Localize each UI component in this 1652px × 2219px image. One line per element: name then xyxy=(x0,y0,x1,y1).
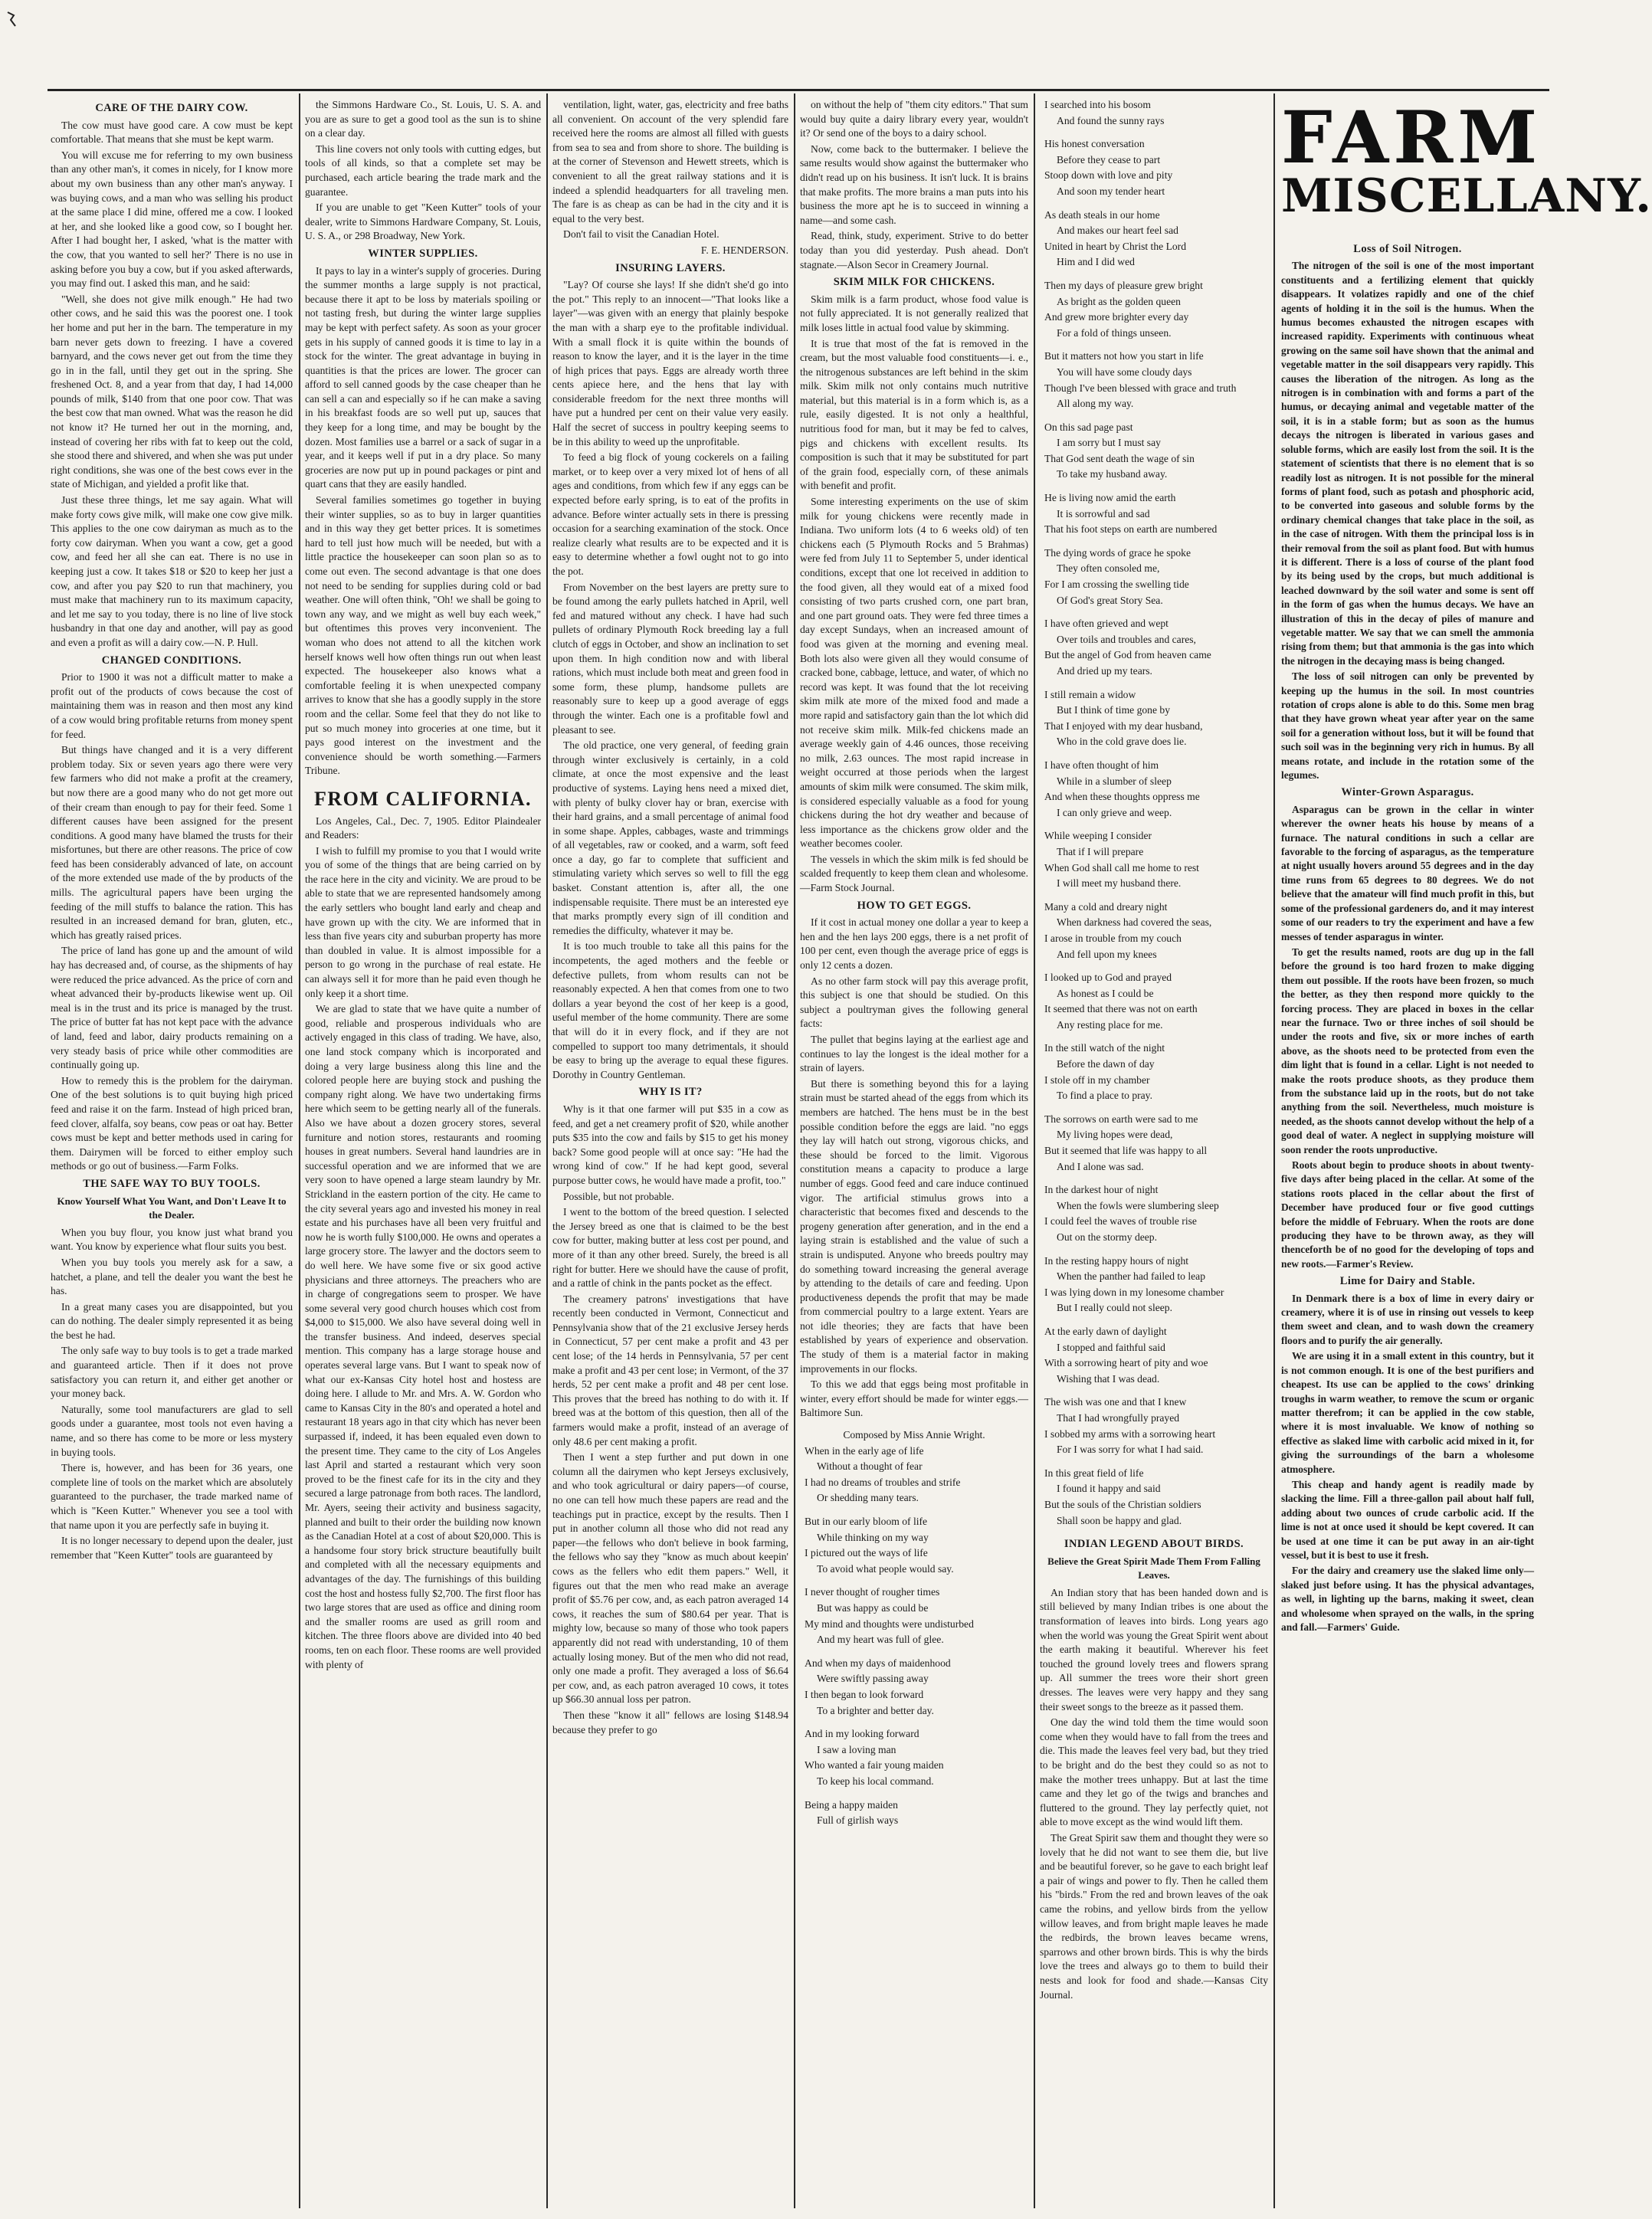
poem-stanza xyxy=(1044,688,1268,749)
headline-large: FROM CALIFORNIA. xyxy=(314,787,532,810)
poem-line: Then my days of pleasure grew bright xyxy=(1044,279,1203,291)
paragraph: An Indian story that has been handed down and is still believed by many Indian tribes is one about the transformation of leaves into birds. Long years ago when the world was young the Great Spirit went about the earth making it beautiful. Wherever his feet touched the ground lovely trees and flowers sprang up. All summer the trees wore their short green dresses. The leaves were very happy and they sang their sweet songs to the breeze as it passed them. xyxy=(1040,1586,1268,1713)
poem-line: The sorrows on earth were sad to me xyxy=(1044,1113,1198,1125)
paragraph: To feed a big flock of young cockerels on a failing market, or to keep over a very mixed lot of hens of all ages and conditions, from which few if any eggs can be expected before early spring, is to eat of the profits in advance. Before winter actually sets in there is pressing occasion for a searching examination of the stock. Once realize clearly what results are to be expected and it is easy to determine whether a fowl ought not to go into the pot. xyxy=(552,451,788,577)
poem-line: Shall soon be happy and glad. xyxy=(1057,1514,1182,1526)
column-rule xyxy=(299,93,300,2208)
poem-line: To find a place to pray. xyxy=(1057,1090,1152,1102)
paragraph: Prior to 1900 it was not a difficult matter to make a profit out of the products of cows because the cost of maintaining them was in reason and then most any kind of a cow would bring profitable returns from money spent for feed. xyxy=(51,671,293,740)
headline: Lime for Dairy and Stable. xyxy=(1339,1275,1476,1288)
paragraph: When you buy tools you merely ask for a saw, a hatchet, a plane, and tell the dealer you want the best he has. xyxy=(51,1256,293,1297)
poem-stanza xyxy=(1044,546,1268,608)
poem-stanza xyxy=(805,1585,1028,1647)
headline: INDIAN LEGEND ABOUT BIRDS. xyxy=(1064,1538,1244,1551)
subheadline: Know Yourself What You Want, and Don't Leave It to the Dealer. xyxy=(57,1195,287,1221)
poem-line: And when these thoughts oppress me xyxy=(1044,791,1200,803)
column-1 xyxy=(51,98,293,2213)
paragraph: ventilation, light, water, gas, electricity and free baths all convenient. On account of the very splendid fare received here the rooms are almost all filled with guests from sea to sea and from shore to shore. The building is at the corner of Stevenson and Hewett streets, which is convenient to all the great railway stations and it is indeed a splendid headquarters for all traveling men. The fare is as cheap as can be had in the city and it is equal to the very best. xyxy=(552,99,788,225)
poem-line: But the angel of God from heaven came xyxy=(1044,649,1211,661)
column-rule xyxy=(794,93,795,2208)
paragraph: Then I went a step further and put down in one column all the dairymen who kept Jerseys exclusively, and who took agricultural or dairy papers—of course, no one can tell how much these papers are read and the teachings put in practice, except by the results. Then I put in another column all those who did not read any paper—the fellows who don't believe in book farming, the fellows who say they "know as much about keepin' cows as the fellers who edit them papers." Well, it figures out that the men who read make an average profit of $5.76 per cow, and, as each patron averaged 14 cows, it reaches the sum of $80.64 per year. That is mighty low, because so many of those who took papers apparently did not read with understanding, 10 of them actually losing money. But of the men who did not read, only one made a profit. They averaged a loss of $6.64 per cow, and, as each patron averaged 10 cows, it totes up $66.30 annual loss per patron. xyxy=(552,1451,788,1706)
poem-line: Full of girlish ways xyxy=(817,1814,899,1827)
poem-line: Before the dawn of day xyxy=(1057,1058,1155,1070)
poem-line: That I had wrongfully prayed xyxy=(1057,1411,1180,1424)
paragraph: It is too much trouble to take all this pains for the incompetents, the aged mothers and the feeble or defective pullets, from whom results can not be reasonably expected. A hen that comes from one to two dollars a year beyond the cost of her keep is a good, useful member of the home community. There are some that will do it in every flock, and if they are not compelled to support too many detrimentals, it should be easy to bring up the average to equal these figures. Dorothy in Country Gentleman. xyxy=(552,940,788,1080)
paragraph: Naturally, some tool manufacturers are glad to sell goods under a guarantee, most tools not even having a name, and so there has come to be more or less mystery in buying tools. xyxy=(51,1403,293,1458)
poem-stanza xyxy=(1044,971,1268,1032)
poem-stanza xyxy=(1044,1325,1268,1386)
poem-line: Wishing that I was dead. xyxy=(1057,1372,1160,1385)
poem-line: As bright as the golden queen xyxy=(1057,295,1181,307)
poem-line: I have often grieved and wept xyxy=(1044,618,1169,630)
poem-line: To a brighter and better day. xyxy=(817,1704,934,1716)
poem-line: It is sorrowful and sad xyxy=(1057,507,1150,520)
poem-line: In this great field of life xyxy=(1044,1467,1144,1479)
poem-stanza xyxy=(1044,617,1268,678)
poem xyxy=(800,1444,1028,1828)
poem-line: But I think of time gone by xyxy=(1057,704,1171,716)
poem-line: I could feel the waves of trouble rise xyxy=(1044,1215,1197,1227)
paragraph: If you are unable to get "Keen Kutter" tools of your dealer, write to Simmons Hardware Company, St. Louis, U. S. A., or 298 Broadway, New York. xyxy=(305,202,541,242)
poem-line: I looked up to God and prayed xyxy=(1044,972,1172,984)
poem-line: But it seemed that life was happy to all xyxy=(1044,1145,1208,1157)
poem-stanza xyxy=(805,1727,1028,1788)
paragraph: The creamery patrons' investigations that have recently been conducted in Vermont, Connecticut and Pennsylvania show that of the 21 exclusive Jersey herds in Connecticut, 57 per cent make a profit and 43 per cent lose; of the 14 herds in Pennsylvania, 57 per cent make a profit and 43 per cent lose; in Vermont, of the 37 herds, 52 per cent make a profit and 48 per cent lose. This proves that the breed has nothing to do with it. If breed was at the bottom of this question, then all of the farmers would make a profit, instead of an average of only 48.6 per cent making a profit. xyxy=(552,1293,788,1447)
poem-line: They often consoled me, xyxy=(1057,562,1160,575)
poem-stanza xyxy=(1044,1254,1268,1316)
poem-stanza xyxy=(1044,900,1268,962)
poem-line: To take my husband away. xyxy=(1057,468,1168,480)
column-rule xyxy=(1034,93,1035,2208)
poem-line: The wish was one and that I knew xyxy=(1044,1396,1187,1408)
poem-stanza xyxy=(1044,1467,1268,1528)
poem-line: I have often thought of him xyxy=(1044,759,1159,771)
paragraph: As no other farm stock will pay this average profit, this subject is one that should be studied. On this subject a poultryman gives the following general facts: xyxy=(800,975,1028,1030)
poem-line: To avoid what people would say. xyxy=(817,1562,954,1575)
farm-miscellany-banner xyxy=(1281,96,1652,230)
column-rule xyxy=(1273,93,1275,2208)
poem-stanza xyxy=(1044,208,1268,270)
poem-line: For a fold of things unseen. xyxy=(1057,326,1172,339)
poem-stanza xyxy=(805,1657,1028,1718)
headline: Loss of Soil Nitrogen. xyxy=(1353,243,1462,255)
paragraph: The pullet that begins laying at the earliest age and continues to lay the longest is the ideal mother for a strain of layers. xyxy=(800,1034,1028,1074)
poem-line: I pictured out the ways of life xyxy=(805,1547,928,1559)
poem-line: That if I will prepare xyxy=(1057,845,1144,857)
paragraph: The vessels in which the skim milk is fed should be scalded frequently to keep them clean and wholesome.—Farm Stock Journal. xyxy=(800,853,1028,894)
poem-line: Over toils and troubles and cares, xyxy=(1057,633,1196,645)
paragraph: Then these "know it all" fellows are losing $148.94 because they prefer to go xyxy=(552,1709,788,1736)
poem-line: But I really could not sleep. xyxy=(1057,1302,1173,1314)
paragraph: "Lay? Of course she lays! If she didn't she'd go into the pot." This reply to an innocent—"That looks like a layer"—was given with an energy that plainly bespoke the man with a sharp eye to the profitable individual. With a small flock it is quite within the bounds of reason to know the layer, and it is the layer in the time of high prices that pays. Eggs are already worth three cents apiece here, and the hens that lay with considerable freedom for the next three months will have put a hundred per cent on their value very easily. Half the secret of success in poultry keeping seems to be in this ability to weed up the unprofitable. xyxy=(552,279,788,447)
paragraph: In Denmark there is a box of lime in every dairy or creamery, where it is of use in rinsing out vessels to keep them sweet and clean, and to wash down the creamery floors and to purify the air generally. xyxy=(1281,1292,1534,1346)
poem-line: And in my looking forward xyxy=(805,1728,919,1740)
paragraph: on without the help of "them city editors." That sum would buy quite a dairy library every year, wouldn't it? Or send one of the boys to a dairy school. xyxy=(800,99,1028,139)
poem-line: United in heart by Christ the Lord xyxy=(1044,240,1186,252)
poem-stanza xyxy=(1044,137,1268,198)
poem-line: I will meet my husband there. xyxy=(1057,877,1182,890)
poem-stanza xyxy=(1044,1041,1268,1103)
paragraph: Some interesting experiments on the use of skim milk for young chickens were recently made in Indiana. Two uniform lots (4 to 6 weeks old) of ten chickens each (5 Plymouth Rocks and 5 Brahmas) were fed from July 11 to September 5, under identical conditions, except that one lot received in addition to the food given, all they would eat of a mixed food consisting of two parts crushed corn, one part bran, and one part ground oats. They were fed three times a day except Sundays, when an increased amount of food was given at the morning and evening meal. Both lots also were given all they would consume of cracked bone, cabbage, lettuce, and water, of which no record was kept. It was found that the lot receiving skim milk ate more of the mixed food and made a more rapid and satisfactory gain than the lot which did not receive skim milk. Milk-fed chickens made an average weekly gain of 4.46 ounces, those receiving no milk, 2.63 ounces. The most rapid increase in weight occurred at those periods when the largest amounts of skim milk were consumed. The skim milk, is considered especially valuable as a food for young chickens during the hot dry weather and because of less importance as the chickens grow older and the weather becomes cooler. xyxy=(800,496,1028,850)
top-rule xyxy=(48,89,1549,91)
poem-stanza xyxy=(805,1444,1028,1506)
paragraph: One day the wind told them the time would soon come when they would have to fall from the trees and die. This made the leaves feel very bad, but they tried to be bright and do the best they could so as not to make the mother trees unhappy. But at last the time came and they let go of the twigs and branches and fluttered to the ground. They lay perfectly quiet, not able to move except as the wind would lift them. xyxy=(1040,1716,1268,1828)
paragraph: If it cost in actual money one dollar a year to keep a hen and the hen lays 200 eggs, there is a net profit of 100 per cent, even though the average price of eggs is only 12 cents a dozen. xyxy=(800,916,1028,972)
poem-line: All along my way. xyxy=(1057,398,1134,410)
poem-line: As honest as I could be xyxy=(1057,987,1154,999)
poem-line: For I am crossing the swelling tide xyxy=(1044,579,1189,591)
column-3 xyxy=(552,98,788,2213)
poem-line: To keep his local command. xyxy=(817,1775,934,1787)
poem-stanza xyxy=(1044,349,1268,411)
poem-line: And dried up my tears. xyxy=(1057,665,1152,677)
poem-line: In the still watch of the night xyxy=(1044,1042,1165,1054)
poem-line: While in a slumber of sleep xyxy=(1057,775,1172,787)
poem-line: That God sent death the wage of sin xyxy=(1044,452,1195,464)
column-5 xyxy=(1040,98,1268,2213)
banner-subtitle: MISCELLANY. xyxy=(1281,169,1652,223)
poem-line: Of God's great Story Sea. xyxy=(1057,594,1163,606)
poem-line: I searched into his bosom xyxy=(1044,99,1151,110)
paragraph: From November on the best layers are pretty sure to be found among the early pullets hatched in April, well fed and matured without any check. I have had such pullets of ordinary Plymouth Rock breeding lay a full clutch of eggs in October, and show an inclination to set upon them. In high condition now and with liberal rations, which must include both meat and green food in some form, these plump, handsome pullets are reasonably sure to keep up a good average of eggs through the winter. Each one is a profitable fowl and pleasant to see. xyxy=(552,581,788,736)
paragraph: The nitrogen of the soil is one of the most important constituents and a fertilizing element that quickly disappears. It volatizes rapidly and one of the chief agents of holding it in the soil is the humus. When the humus becomes exhausted the nitrogen escapes with increased rapidity. Experiments with continuous wheat growing on the same soil have shown that the animal and vegetable matter in the soil disappears very rapidly. This causes the liberation of the nitrogen. As long as the nitrogen is in combination with and forms a part of the humus, or decaying animal and vegetable matter of the soil, it is in a stable form; but as soon as the humus decays the nitrogen is liberated in various gases and soluble forms, which are easily lost from the soil. It is the statement of scientists that there is no element that is so readily lost as nitrogen. It is not possible for the mineral forms of plant food, such as potash and phosphoric acid, to be converted into gaseous and soluble forms by the ordinary chemical changes that take place in the soil, as in the case of nitrogen. With them the principal loss is in their removal from the soil as plant food. But with humus it is different. There is a loss of course of the plant food by its being used by the crops, but much additional is leached downward by the soil water and some is sent off in the form of gas when the humus decays. We have an illustration of this in the decay of piles of manure and vegetable matter. We say that we can smell the ammonia rising from them; but that ammonia is the gas into which the nitrogen in the decaying mass is being changed. xyxy=(1281,260,1534,667)
poem-line: Any resting place for me. xyxy=(1057,1018,1163,1031)
poem-line: And makes our heart feel sad xyxy=(1057,225,1178,237)
poem-line: The dying words of grace he spoke xyxy=(1044,546,1191,559)
poem-stanza xyxy=(1044,1395,1268,1457)
paragraph: The loss of soil nitrogen can only be prevented by keeping up the humus in the soil. In most countries rotation of crops alone is able to do this. Some men brag that they have grown wheat year after year on the same soil for a generation without loss, but it will be found that such soil was in the beginning very rich in humus. By all means rotate, and include in the rotation some of the legumes. xyxy=(1281,670,1534,782)
poem-line: I never thought of rougher times xyxy=(805,1586,940,1598)
poem-line: I can only grieve and weep. xyxy=(1057,806,1172,818)
poem-line: But the souls of the Christian soldiers xyxy=(1044,1498,1201,1510)
poem-line: His honest conversation xyxy=(1044,138,1145,150)
paragraph: Read, think, study, experiment. Strive to do better today than you did yesterday. Push ahead. Don't stagnate.—Alson Secor in Creamery Journal. xyxy=(800,230,1028,270)
paragraph: "Well, she does not give milk enough." He had two other cows, and he said this was the poorest one. I took her home and put her in the barn. The temperature in my barn never gets down to freezing. I have a covered barnyard, and the cows never get out from the time they go in in the fall, until they get out in the spring. She freshened Oct. 8, and a year from that day, I had 14,000 pounds of milk, $140 from that one poor cow. That was the best cow that man owned. What was the reason he did not know it? He turned her out in the morning, and, instead of covering her ribs with fat to keep out the cold, she stood there and shivered, and when she was put under right conditions, she was one of the best cows ever in the state of Michigan, and yielded a profit like that. xyxy=(51,293,293,490)
column-6 xyxy=(1281,239,1534,2208)
poem-line: I had no dreams of troubles and strife xyxy=(805,1476,961,1488)
poem-line: Who wanted a fair young maiden xyxy=(805,1759,944,1772)
paragraph: Now, come back to the buttermaker. I believe the same results would show against the buttermaker who didn't read up on his business. It isn't luck. It is brains that make profits. The more brains a man puts into his business the more apt he is to succeed in winning a name—and some cash. xyxy=(800,143,1028,226)
column-4 xyxy=(800,98,1028,2213)
poem-line: But was happy as could be xyxy=(817,1601,929,1614)
signature: F. E. HENDERSON. xyxy=(700,244,788,256)
poem-line: In the resting happy hours of night xyxy=(1044,1254,1189,1267)
paragraph: Just these three things, let me say again. What will make forty cows give milk, will make one cow give milk. This applies to the one cow dairyman as much as to the forty cow dairyman. When you want a cow, get a good cow, and feed her all she can eat. There is no use in keeping just a cow. It takes $18 or $20 to keep her just a cow, and after you pay $20 to run that machinery, you must make that machinery run to its maximum capacity, and let me say to you today, there is no line of live stock husbandry in that one day and another, will pay as good and even a profit as will a dairy cow.—N. P. Hull. xyxy=(51,494,293,648)
paragraph: To this we add that eggs being most profitable in winter, every effort should be made for winter eggs.—Baltimore Sun. xyxy=(800,1378,1028,1419)
paragraph: The price of land has gone up and the amount of wild hay has decreased and, of course, as the shipments of hay were reduced the price advanced. As the price of corn and wheat advanced their by-products likewise went up. Oil meal is in the trust and its price is managed by the trust. The price of butter fat has not kept pace with the advance of land, feed and labor, dairy products remaining on a very steady basis of price while other commodities are continually going up. xyxy=(51,945,293,1071)
paragraph: It is no longer necessary to depend upon the dealer, just remember that "Keen Kutter" tools are guaranteed by xyxy=(51,1535,293,1561)
poem-stanza xyxy=(1044,279,1268,340)
headline: THE SAFE WAY TO BUY TOOLS. xyxy=(83,1177,261,1190)
paragraph: The only safe way to buy tools is to get a trade marked and guaranteed article. Then if it does not prove satisfactory you can return it, and either get another or your money back. xyxy=(51,1345,293,1400)
headline: INSURING LAYERS. xyxy=(615,261,726,274)
poem-line: He is living now amid the earth xyxy=(1044,492,1176,504)
poem-line: My mind and thoughts were undisturbed xyxy=(805,1618,974,1630)
headline: HOW TO GET EGGS. xyxy=(857,899,972,912)
paragraph: Several families sometimes go together in buying their winter supplies, so as to buy in larger quantities and in this way they get better prices. It is sometimes hard to tell just how much will be needed, but with a little practice the housekeeper can soon plan so as to come out even. The second advantage is that one does not need to be sending for supplies during cold or bad weather. One will often think, "Oh! we shall be going to town any way, and we might as well buy each week," but oftentimes this proves very inconvenient. The woman who does not attend to all the kitchen work herself knows well how often things run out when least expected. The housekeeper also knows what a comfortable feeling it is when unexpected company arrives to know that she has a goodly supply in the store room and the cellar. Some feel that they do not like to put so much money into groceries at one time, but it pays good interest on the investment and the convenience should be worth something.—Farmers Tribune. xyxy=(305,494,541,777)
paragraph: Don't fail to visit the Canadian Hotel. xyxy=(563,228,719,241)
poem-line: I stopped and faithful said xyxy=(1057,1341,1165,1353)
poem-line: While weeping I consider xyxy=(1044,830,1152,842)
headline: WINTER SUPPLIES. xyxy=(368,247,478,260)
poem-line: While thinking on my way xyxy=(817,1531,929,1543)
paragraph: I wish to fulfill my promise to you that I would write you of some of the things that are being carried on by the race here in the city and vicinity. We are proud to be able to state that we are represented handsomely among the early settlers who bought land early and cheap and have grown up with the city. We are informed that in less than five years city and suburban property has more than doubled in value. It is almost impossible for a person to go wrong in the purchase of real estate. He can always sell it for more than he paid even though he only keep it a short time. xyxy=(305,844,541,999)
poem-line: I still remain a widow xyxy=(1044,688,1136,700)
poem-stanza xyxy=(1044,759,1268,820)
poem-line: And grew more brighter every day xyxy=(1044,311,1189,323)
poem-line: That his foot steps on earth are numbered xyxy=(1044,523,1218,536)
poem-line: When darkness had covered the seas, xyxy=(1057,916,1212,929)
poem-line: And when my days of maidenhood xyxy=(805,1657,951,1669)
headline: Winter-Grown Asparagus. xyxy=(1341,786,1474,799)
poem-line: Who in the cold grave does lie. xyxy=(1057,736,1187,748)
paragraph: Roots about begin to produce shoots in about twenty-five days after being placed in the cellar. At some of the stations roots placed in the cellar about the first of December have produced four or five good cuttings before the middle of February. When the roots are done producing they have to be thrown away, as they will thenceforth be of no good for the developing of tops and new roots.—Farmer's Review. xyxy=(1281,1159,1534,1270)
poem-line: With a sorrowing heart of pity and woe xyxy=(1044,1357,1208,1369)
poem-line: I sobbed my arms with a sorrowing heart xyxy=(1044,1427,1216,1440)
poem-line: Many a cold and dreary night xyxy=(1044,900,1168,913)
poem-stanza xyxy=(805,1515,1028,1576)
paragraph: We are using it in a small extent in this country, but it is not common enough. It is one of the best purifiers and cheapest. Its use can be applied to the cows' drinking troughs in warm weather, to remove the scum or organic matter therefrom; it can be applied in the cow stable, where it is most invaluable. We know of nothing so effective as slaked lime with carbolic acid mixed in it, for giving the surroundings of the barn a wholesome atmosphere. xyxy=(1281,1350,1534,1475)
paragraph: You will excuse me for referring to my own business than any other man's, it comes in nicely, for I know more about my own business than any other man's anyway. I was buying cows, and a man who was selling his product at the same place I did mine, offered me a cow. I looked at her, and she looked like a good cow, so I bought her. After I had bought her, I asked, 'what is the matter with the cow, that you wanted to sell her?' There is no use in asking before you buy a cow, but if you asked afterwards, you may find out. I asked this man, and he said: xyxy=(51,149,293,290)
poem-line: I then began to look forward xyxy=(805,1688,924,1700)
poem-stanza xyxy=(1044,1183,1268,1244)
paragraph: The old practice, one very general, of feeding grain through winter exclusively is certainly, in a cold climate, at once the most expensive and the least productive of systems. Laying hens need a mixed diet, with plenty of bulky clover hay or bran, exercise with their hard grains, and a small percentage of animal food in some shape. Apples, cabbages, waste and trimmings of all vegetables, raw or cooked, and a warm, soft feed once a day, go far to complete that sufficient and stimulating variety which serves so well to fill the egg basket. Constant attention is, after all, the one indispensable requisite. There must be an interested eye that marks promptly every sign of ill condition and remedies the difficulty, whatever it may be. xyxy=(552,739,788,936)
paragraph: This line covers not only tools with cutting edges, but tools of all kinds, so that a complete set may be purchased, each article bearing the trade mark and the guarantee. xyxy=(305,143,541,198)
poem-line: Were swiftly passing away xyxy=(817,1673,929,1685)
paragraph: Why is it that one farmer will put $35 in a cow as feed, and get a net creamery profit of $20, while another puts $35 into the cow and fails by $15 to get his money back? Some good people will at once say: "He had the wrong kind of cow." If he had kept good, several purpose butter cows, he would have made a profit, too." xyxy=(552,1103,788,1186)
column-rule xyxy=(546,93,548,2208)
subheadline: Believe the Great Spirit Made Them From Falling Leaves. xyxy=(1047,1555,1260,1581)
poem-line: I found it happy and said xyxy=(1057,1483,1161,1495)
paragraph: We are glad to state that we have quite a number of good, reliable and prosperous individuals who are actively engaged in this class of trading. We have, also, one land stock company which is incorporated and doing a very large business along this line and the colored people here are buying stock and pushing the company right along. We have two undertaking firms here which seem to be getting nearly all of the funerals. Also we have about a dozen grocery stores, several furniture and notion stores, restaurants and rooming houses in great numbers. Several hand laundries are in successful operation and we are informed that we are very soon to have opened a large steam laundry by Mr. Strickland in the eastern portion of the city. He came to the city several years ago and invested his money in real estate and his purchases have all been very fruitful and now he is worth fully $100,000. He owns and operates a large grocery store. The lawyer and the doctors seem to do well here. We have some five or six good active physicians and three attorneys. The preachers who are in charge of congregations seem to prosper. We have some several very good church houses which cost from $4,000 to $15,000. We also have several doing well in the transfer business. And indeed, deserves special mention. This company has a large storage house and operates several large vans. But I want to speak now of what our ex-Kansas City hotel host and hostess are doing here. I allude to Mr. and Mrs. A. W. Gordon who came to Kansas City in the 80's and operated a hotel and restaurant 18 years ago in that city which has never been surpassed if, indeed, it has been equaled even down to the present time. They came to the city of Los Angeles last April and started a restaurant which very soon proved to be the finest cafe for its in the city and they secured a large patronage from both races. The landlord, Mr. Ayers, seeing their activity and business sagacity, planned and built to their order the building now known as the Canadian Hotel at a cost of about $20,000. This is a handsome four story brick structure beautifully built and completed with all the necessary equipments and advantages of the day. The furnishings of this building cost the host and hostess fully $2,700. The first floor has two large stores that are used as office and dining room and the smaller rooms are used as grill room and kitchen. The three floors above are divided into 40 bed rooms, ten on each floor. These rooms are well provided with plenty of xyxy=(305,1003,542,1670)
poem-line: I arose in trouble from my couch xyxy=(1044,932,1182,944)
poem-line: And soon my tender heart xyxy=(1057,185,1165,197)
poem-line: And I alone was sad. xyxy=(1057,1160,1144,1172)
poem-line: And fell upon my knees xyxy=(1057,948,1157,960)
paragraph: The cow must have good care. A cow must be kept comfortable. That means that she must be kept warm. xyxy=(51,119,293,146)
headline: CHANGED CONDITIONS. xyxy=(101,654,242,667)
paragraph: the Simmons Hardware Co., St. Louis, U. S. A. and you are as sure to get a good tool as the sun is to shine on a clear day. xyxy=(305,99,541,139)
poem-line: For I was sorry for what I had said. xyxy=(1057,1444,1204,1456)
poem-line: Him and I did wed xyxy=(1057,256,1135,268)
poem-line: That I enjoyed with my dear husband, xyxy=(1044,719,1203,732)
poem xyxy=(1040,98,1268,1528)
poem-line: Or shedding many tears. xyxy=(817,1492,919,1504)
paragraph: Possible, but not probable. xyxy=(563,1190,674,1202)
paragraph: But things have changed and it is a very different problem today. Six or seven years ago there were very few farmers who did not make a profit at the creamery, but now there are a good many who do not get more out of their cream than enough to pay for their feed. Some 1 different causes have been assigned for the present conditions. A good many have blamed the trusts for their misfortunes, but there are other reasons. The price of cow feed has been considerably advanced of late, on account of the more extended use made of the by products of the mills. The agricultural papers have been urging the feeding of the mill stuffs to balance the ration. This has resulted in an increased demand for bran, gluten, etc., which has greatly raised prices. xyxy=(51,744,293,941)
paragraph: It pays to lay in a winter's supply of groceries. During the summer months a large supply is not practical, because there it apt to be loss by materials spoiling or not tasting fresh, but during the winter large supplies may be kept with perfect safety. As soon as your grocer gets in his supply of canned goods it is time to lay in a stock for the winter. The great advantage in buying in quantities is that the prices are lower. The grocer can afford to sell canned goods by the case cheaper than he can sell a can and especially so if he can make a saving in his breakfast foods are so well put up, sauces that they keep for a long time, and may be bought by the dozen. Most families use a barrel or a sack of sugar in a year, and it keeps well if put in a dry place. So many groceries are now put up in pound packages or pint and quart cans that they are easily handled. xyxy=(305,264,541,490)
column-2 xyxy=(305,98,541,2213)
paragraph: Skim milk is a farm product, whose food value is not fully appreciated. It is not generally realized that milk loses little in actual food value by skimming. xyxy=(800,293,1028,333)
dateline: Los Angeles, Cal., Dec. 7, 1905. Editor Plaindealer and Readers: xyxy=(305,815,541,841)
paragraph: There is, however, and has been for 36 years, one complete line of tools on the market which are absolutely guaranteed to the purchaser, the trade marked name of which is "Keen Kutter." Whenever you see a tool with that name upon it you are perfectly safe in buying it. xyxy=(51,1462,293,1531)
banner-title: FARM xyxy=(1281,96,1542,180)
paragraph: For the dairy and creamery use the slaked lime only—slaked just before using. It has the physical advantages, as well, in lighting up the barns, making it sweet, clean and wholesome when sprayed on the walls, in the spring and fall.—Farmers' Guide. xyxy=(1281,1565,1534,1633)
poem-credit: Composed by Miss Annie Wright. xyxy=(843,1429,985,1441)
poem-stanza xyxy=(805,1798,1028,1828)
poem-line: My living hopes were dead, xyxy=(1057,1129,1173,1141)
poem-line: Stoop down with love and pity xyxy=(1044,169,1173,182)
poem-line: But in our early bloom of life xyxy=(805,1516,928,1527)
poem-line: I am sorry but I must say xyxy=(1057,437,1161,449)
paragraph: This cheap and handy agent is readily made by slacking the lime. Fill a three-gallon pail about half full, adding about two ounces of crude carbolic acid. If the lime is not at once used it should be kept covered. It can be used at one time it can be put away in an air-tight vessel, but it is best to use it fresh. xyxy=(1281,1478,1534,1561)
poem-line: In the darkest hour of night xyxy=(1044,1184,1159,1196)
poem-line: I was lying down in my lonesome chamber xyxy=(1044,1286,1224,1298)
headline: CARE OF THE DAIRY COW. xyxy=(95,102,248,114)
poem-line: Though I've been blessed with grace and truth xyxy=(1044,382,1237,394)
poem-line: I saw a loving man xyxy=(817,1743,896,1755)
poem-stanza xyxy=(1044,1113,1268,1174)
poem-line: Without a thought of fear xyxy=(817,1460,923,1473)
poem-stanza xyxy=(1044,491,1268,537)
poem-line: At the early dawn of daylight xyxy=(1044,1325,1167,1337)
poem-stanza xyxy=(1044,829,1268,890)
poem-line: It seemed that there was not on earth xyxy=(1044,1003,1198,1015)
poem-line: But it matters not how you start in life xyxy=(1044,350,1204,362)
poem-line: And found the sunny rays xyxy=(1057,114,1165,126)
paragraph: Asparagus can be grown in the cellar in winter wherever the owner heats his house by means of a furnace. The natural conditions in such a cellar are favorable to the forcing of asparagus, as the temperature at night usually hovers around 55 degrees and in the day time runs from 65 degrees to 80 degrees. We do not believe that the amateur will find much profit in this, but some of the professional gardeners do, and it may interest some of our readers to try the experiment and have a few messes of tender asparagus in winter. xyxy=(1281,803,1534,942)
poem-line: On this sad page past xyxy=(1044,421,1133,433)
paragraph: How to remedy this is the problem for the dairyman. One of the best solutions is to quit buying high priced feed and raise it on the farm. Instead of high priced bran, feed clover, alfalfa, soy beans, cow peas or oat hay. Better cows must be kept and better methods used in caring for them. Dairymen will be forced to either employ such methods or go out of business.—Farm Folks. xyxy=(51,1074,293,1172)
paragraph: To get the results named, roots are dug up in the fall before the ground is too hard frozen to make digging them out possible. If the roots have been frozen, so much the better, as they then respond more quickly to the forcing process. They are placed in boxes in the cellar near the furnace. Two or three inches of soil should be under the roots and five, six or more inches of earth above, as the shoots need to be protected from even the dim light that is found in a cellar. Light is not needed to make the roots produce shoots, as they produce them from the substance laid up in the roots, but do not take anything from the soil. Nevertheless, much moisture is needed, as the shoots cannot develop without the help of a good deal of water. A neglect in supplying moisture will soon render the roots unproductive. xyxy=(1281,946,1534,1155)
poem-line: When the fowls were slumbering sleep xyxy=(1057,1199,1219,1211)
paragraph: I went to the bottom of the breed question. I selected the Jersey breed as one that is claimed to be the best cow for butter, making butter at less cost per pound, and more of it than any other breed. Surely, the breed is all right for butter. Here we should have the cause of profit, and a rattle of chink in the pants pocket as the effect. xyxy=(552,1206,788,1290)
headline: WHY IS IT? xyxy=(638,1086,703,1099)
poem-line: When God shall call me home to rest xyxy=(1044,861,1199,874)
poem-stanza xyxy=(1044,421,1268,482)
paragraph: But there is something beyond this for a laying strain must be started ahead of the eggs from which its members are hatched. The hens must be in the best possible condition before the eggs are laid. "no eggs they lay will hatch out strong, vigorous chicks, and these should be forced to the limit. Vigorous constitution means a capacity to produce a large number of eggs. Good feed and care induce continued vigor. The artificial stimulus grows into a characteristic that becomes fixed and descends to the progeny generation after generation, and in the end a laying strain is established and the value of such a strain is undisputed. Anyone who breeds poultry may do something toward increasing the general average by attending to the details of care and feeding. Upon productiveness depends the profit that may be made from commercial poultry to a large extent. Years are not idle theories; they are facts that have been established by years of experience and observation. The study of them is a material factor in making improvements in our flocks. xyxy=(800,1077,1028,1375)
poem-line: Before they cease to part xyxy=(1057,153,1161,166)
poem-stanza xyxy=(1044,98,1268,128)
poem-line: You will have some cloudy days xyxy=(1057,365,1192,378)
poem-line: Being a happy maiden xyxy=(805,1798,898,1811)
poem-line: I stole off in my chamber xyxy=(1044,1073,1150,1086)
paragraph: It is true that most of the fat is removed in the cream, but the most valuable food constituents—i. e., the nitrogenous substances are left behind in the skim milk. Skim milk not only contains much nutritive material, but this material is in a form which is, as a rule, easily digested. It is not only a healthful, nutritious food for man, but it may be fed to calves, pigs and chickens with excellent results. Its composition is such that it may be substituted for part of the grain food, especially corn, of these animals with benefit and profit. xyxy=(800,337,1028,492)
corner-mark xyxy=(6,11,17,28)
paragraph: When you buy flour, you know just what brand you want. You know by experience what flour suits you best. xyxy=(51,1226,293,1253)
paragraph: The Great Spirit saw them and thought they were so lovely that he did not want to see them die, but live and be beautiful forever, so he gave to each bright leaf a pair of wings and power to fly. Then he called them his "birds." From the red and brown leaves of the oak came the robins, and yellow birds from the yellow willow leaves, and from bright maple leaves he made the redbirds, the brown leaves became wrens, sparrows and other brown birds. This is why the birds love the trees and always go to them to build their nests and look for food and shade.—Kansas City Journal. xyxy=(1040,1831,1268,2001)
headline: SKIM MILK FOR CHICKENS. xyxy=(833,276,995,289)
poem-line: When the panther had failed to leap xyxy=(1057,1270,1206,1283)
poem-line: As death steals in our home xyxy=(1044,208,1160,221)
poem-line: Out on the stormy deep. xyxy=(1057,1231,1158,1243)
paragraph: In a great many cases you are disappointed, but you can do nothing. The dealer simply represented it as being the best he had. xyxy=(51,1300,293,1341)
poem-line: When in the early age of life xyxy=(805,1444,924,1457)
poem-line: And my heart was full of glee. xyxy=(817,1634,944,1646)
